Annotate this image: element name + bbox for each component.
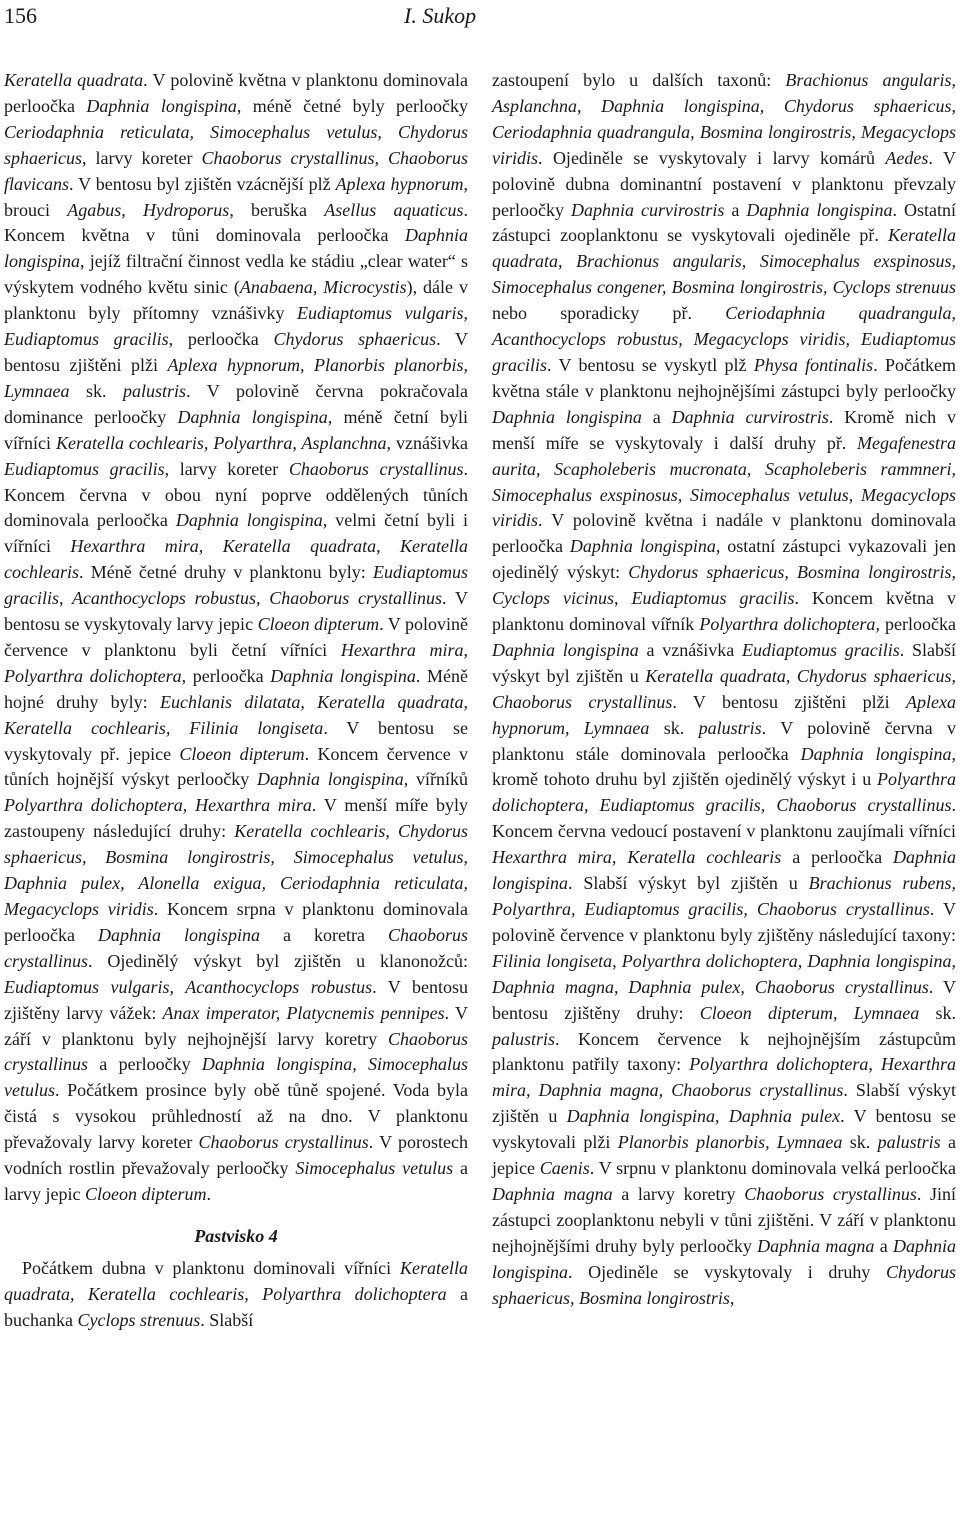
text-run: . V bentosu se vyskytovali plži [492,1106,956,1153]
text-run: . V polovině července v planktonu byli četní vířníci [4,614,468,660]
taxon-name: Eudiaptomus vulgaris, Eudiaptomus gracilis [4,303,468,350]
taxon-name: Daphnia curvirostris [671,406,829,427]
taxon-name: Polyarthra dolichoptera, Eudiaptomus gracilis, Chaoborus crystallinus [492,769,956,816]
text-run: , vznášivka [386,432,468,453]
text-run: Počátkem dubna v planktonu dominovali vířníci [22,1257,400,1278]
text-run: . Slabší výskyt byl zjištěn u [568,873,809,894]
text-run: . Počátkem prosince byly obě tůně spojené. Voda byla čistá s vysokou průhledností až na dno. V planktonu převažovaly larvy koreter [4,1080,468,1153]
body-paragraph [492,68,956,1312]
taxon-name: Chydorus sphaericus, Bosmina longirostris [492,1261,956,1308]
text-run: . Koncem května v planktonu dominoval vířník [492,588,956,635]
section-heading: Pastvisko 4 [194,1225,278,1246]
taxon-name: Daphnia magna [757,1235,875,1256]
taxon-name: Ceriodaphnia reticulata, Simocephalus vetulus, Chydorus sphaericus [4,121,468,168]
text-run: a vznášivka [638,639,742,660]
text-run: a [641,406,672,427]
taxon-name: Brachionus angularis, Asplanchna, Daphnia longispina, Chydorus sphaericus, Ceriodaphnia quadrangula, Bosmina longirostris, Megacyclops viridis [492,70,957,168]
taxon-name: Daphnia longispina [492,1235,956,1282]
text-run: . Ojediněle se vyskytovaly i larvy komárů [538,147,886,168]
text-run: . V srpnu v planktonu dominovala velká perloočka [589,1158,956,1179]
taxon-name: Agabus, Hydroporus [67,199,230,220]
taxon-name: Aplexa hypnorum [335,173,464,194]
taxon-name: Daphnia longispina [175,510,323,531]
taxon-name: Asellus aquaticus [324,199,464,220]
taxon-name: Hexarthra mira, Keratella cochlearis [492,847,782,868]
text-run: sk. [842,1132,878,1153]
text-run: . Kromě nich v menší míře se vyskytovaly i další druhy př. [492,406,956,453]
body-paragraph [4,68,468,1208]
text-run: , perloočka [875,614,957,635]
text-run: a koretra [260,924,388,945]
taxon-name: Eudiaptomus vulgaris, Acanthocyclops robustus [4,976,373,997]
text-run: a [874,1235,893,1256]
text-run: sk. [649,717,699,738]
text-run: . Jiní zástupci zooplanktonu nebyli v tůni zjištěni. V září v planktonu nejhojnějšími druhy byly perloočky [492,1183,957,1256]
taxon-name: Daphnia longispina [256,769,404,790]
text-run: nebo sporadicky př. [492,303,726,324]
taxon-name: Eudiaptomus gracilis [741,639,900,660]
taxon-name: Hexarthra mira, Keratella quadrata, Keratella cochlearis [4,536,468,583]
taxon-name: Daphnia longispina [492,639,639,660]
text-run: . [206,1183,211,1204]
taxon-name: Physa fontinalis [753,354,874,375]
text-run: zastoupení bylo u dalších taxonů: [492,70,786,90]
text-run: , ostatní zástupci vykazovali jen ojedinělý výskyt: [492,536,956,583]
right-column [492,68,956,1334]
text-run: , jejíž filtrační činnost vedla ke stádiu „clear water“ s výskytem vodného květu sinic ( [4,251,468,298]
taxon-name: Keratella quadrata, Chydorus sphaericus, Chaoborus crystallinus [492,665,956,712]
text-run: . V bentosu se vyskytl plž [547,354,754,375]
taxon-name: Eudiaptomus gracilis [4,458,165,479]
text-run: . Méně hojné druhy byly: [4,665,468,712]
taxon-name: Daphnia longispina [4,225,468,272]
taxon-name: Chydorus sphaericus, Bosmina longirostris, Cyclops vicinus, Eudiaptomus gracilis [492,562,956,609]
running-title: I. Sukop [404,3,477,28]
taxon-name: Eudiaptomus gracilis, Acanthocyclops robustus, Chaoborus crystallinus [4,562,468,609]
body-paragraph [4,1256,468,1334]
taxon-name: Chaoborus crystallinus, Chaoborus flavicans [4,147,469,194]
taxon-name: Chaoborus crystallinus [4,924,468,971]
text-run: ), dále v planktonu byly přítomny vznášivky [4,277,468,324]
taxon-name: Chaoborus crystallinus [4,1028,468,1075]
taxon-name: Cloeon dipterum [179,743,305,764]
text-run: . V bentosu byl zjištěn vzácnější plž [69,173,336,194]
taxon-name: Daphnia longispina [492,847,957,894]
text-run: . V bentosu zjištěny druhy: [492,976,956,1023]
taxon-name: Chydorus sphaericus [273,329,437,350]
taxon-name: Keratella quadrata, Brachionus angularis, Simocephalus exspinosus, Simocephalus congener, Bosmina longirostris, Cyclops strenuus [492,225,956,298]
text-run: , [729,1287,735,1308]
taxon-name: Chaoborus crystallinus [198,1132,369,1153]
taxon-name: Cloeon dipterum [257,614,380,635]
taxon-name: Polyarthra dolichoptera, Hexarthra mira, Daphnia magna, Chaoborus crystallinus [492,1054,956,1101]
text-run: . V polovině května v planktonu dominovala perloočka [4,70,468,116]
taxon-name: Polyarthra dolichoptera [699,614,876,635]
text-run: . Ojediněle se vyskytovaly i druhy [568,1261,886,1282]
taxon-name: Daphnia longispina [97,924,260,945]
text-run: , kromě tohoto druhu byl zjištěn ojedinělý výskyt i u [492,743,956,790]
text-run: . Slabší výskyt byl zjištěn u [492,639,957,686]
taxon-name: Filinia longiseta, Polyarthra dolichoptera, Daphnia longispina, Daphnia magna, Daphnia pulex, Chaoborus crystallinus [492,950,956,997]
text-run: . V bentosu se vyskytovaly př. jepice [4,717,468,764]
text-run: . Koncem června vedoucí postavení v planktonu zaujímali vířníci [492,795,956,842]
taxon-name: Simocephalus vetulus [295,1158,454,1179]
taxon-name: Anabaena, Microcystis [239,277,407,298]
text-run: . Ojedinělý výskyt byl zjištěn u klanonožců: [88,950,468,971]
taxon-name: Anax imperator, Platycnemis pennipes [162,1002,445,1023]
text-run: . Koncem června v obou nyní poprve oddělených tůních dominovala perloočka [4,458,468,531]
taxon-name: Keratella cochlearis, Chydorus sphaericus, Bosmina longirostris, Simocephalus vetulus, Daphnia pulex, Alonella exigua, Ceriodaphnia reticulata, Megacyclops viridis [4,821,468,919]
taxon-name: Hexarthra mira, Polyarthra dolichoptera [4,639,468,686]
text-run: . Koncem července k nejhojnějším zástupcům planktonu patřily taxony: [492,1028,956,1075]
taxon-name: Keratella cochlearis, Polyarthra, Asplanchna [55,432,387,453]
text-run: a [724,199,747,220]
left-column [4,68,468,1334]
text-run: . V bentosu zjištěni plži [4,329,468,375]
text-run: a jepice [492,1132,956,1179]
taxon-name: Daphnia longispina [270,665,416,686]
text-run: a larvy koretry [612,1183,745,1204]
taxon-name: Euchlanis dilatata, Keratella quadrata, Keratella cochlearis, Filinia longiseta [4,691,468,738]
text-run: , larvy koreter [164,458,289,479]
text-run: . V září v planktonu byly nejhojnější larvy koretry [4,1002,468,1049]
text-run: . V menší míře byly zastoupeny následující druhy: [4,795,468,842]
text-run: . V polovině července v planktonu byly zjištěny následující taxony: [492,899,956,945]
taxon-name: palustris [698,717,762,738]
text-run: , larvy koreter [82,147,202,168]
text-run: , perloočka [168,329,274,350]
text-run: sk. [919,1002,956,1023]
taxon-name: Chaoborus crystallinus [288,458,464,479]
taxon-name: Caenis [539,1158,590,1179]
taxon-name: Daphnia longispina [492,406,642,427]
taxon-name: Cloeon dipterum [84,1183,207,1204]
text-run: . Slabší výskyt zjištěn u [492,1080,956,1127]
taxon-name: Ceriodaphnia quadrangula, Acanthocyclops robustus, Megacyclops viridis, Eudiaptomus gracilis [492,303,956,375]
taxon-name: palustris [492,1028,556,1049]
text-run: , velmi četní byli i vířníci [4,510,468,557]
page-number: 156 [4,3,37,28]
taxon-name: Chaoborus crystallinus [744,1183,917,1204]
text-run: . Ostatní zástupci zooplanktonu se vyskytovali ojediněle př. [492,199,956,246]
taxon-name: Aedes [885,147,929,168]
text-run: . Koncem července v tůních hojnější výskyt perloočky [4,743,468,790]
text-run: . Koncem srpna v planktonu dominovala perloočka [4,899,468,945]
taxon-name: Brachionus rubens, Polyarthra, Eudiaptomus gracilis, Chaoborus crystallinus [492,873,957,919]
taxon-name: Daphnia longispina [746,199,893,220]
text-run: . V bentosu zjištěny larvy vážek: [4,976,469,1023]
taxon-name: Aplexa hypnorum, Planorbis planorbis, Lymnaea [4,354,468,401]
text-run: . Počátkem května stále v planktonu nejhojnějšími zástupci byly perloočky [492,354,956,401]
taxon-name: Cyclops strenuus [77,1309,201,1330]
text-run: . Slabší [200,1309,254,1330]
taxon-name: Daphnia curvirostris [571,199,725,220]
taxon-name: Polyarthra dolichoptera, Hexarthra mira [4,795,312,816]
text-run: , méně četné byly perloočky [236,95,468,116]
text-run: . V porostech vodních rostlin převažovaly perloočky [4,1132,469,1179]
taxon-name: Keratella quadrata [4,70,144,90]
taxon-name: Aplexa hypnorum, Lymnaea [492,691,956,738]
taxon-name: Daphnia longispina [569,536,716,557]
text-run: a buchanka [4,1283,468,1330]
taxon-name: Daphnia longispina [177,406,328,427]
text-run: , beruška [229,199,325,220]
text-run: . V polovině dubna dominantní postavení v planktonu převzaly perloočky [492,147,956,220]
taxon-name: Megafenestra aurita, Scapholeberis mucronata, Scapholeberis rammneri, Simocephalus exspinosus, Simocephalus vetulus, Megacyclops viridis [492,432,956,531]
text-run: . V polovině června pokračovala dominance perloočky [4,380,468,427]
text-run: , perloočka [181,665,271,686]
text-run: . Méně četné druhy v planktonu byly: [78,562,373,583]
taxon-name: Daphnia longispina, Simocephalus vetulus [4,1054,468,1101]
taxon-name: Cloeon dipterum, Lymnaea [699,1002,920,1023]
text-run: . V polovině června v planktonu stále dominovala perloočka [492,717,956,764]
text-run: sk. [69,380,124,401]
text-run: . V bentosu se vyskytovaly larvy jepic [4,588,468,635]
text-run: , méně četní byli vířníci [4,406,468,453]
text-run: a perloočka [781,847,894,868]
taxon-name: palustris [123,380,187,401]
text-run: . V polovině května i nadále v planktonu dominovala perloočka [492,510,956,557]
text-columns [4,68,956,1334]
taxon-name: Daphnia longispina [86,95,237,116]
taxon-name: Planorbis planorbis, Lymnaea [617,1132,843,1153]
text-run: a larvy jepic [4,1158,468,1204]
text-run: , brouci [4,173,468,220]
running-header [4,0,956,46]
taxon-name: Keratella quadrata, Keratella cochlearis, Polyarthra dolichoptera [4,1257,468,1304]
text-run: . Koncem května v tůni dominovala perloočka [4,199,468,246]
taxon-name: palustris [877,1132,941,1153]
taxon-name: Daphnia longispina [800,743,952,764]
text-run: a perloočky [88,1054,202,1075]
taxon-name: Daphnia longispina, Daphnia pulex [566,1106,841,1127]
taxon-name: Daphnia magna [492,1183,613,1204]
text-run: , vířníků [403,769,468,790]
text-run: . V bentosu zjištěni plži [672,691,907,712]
